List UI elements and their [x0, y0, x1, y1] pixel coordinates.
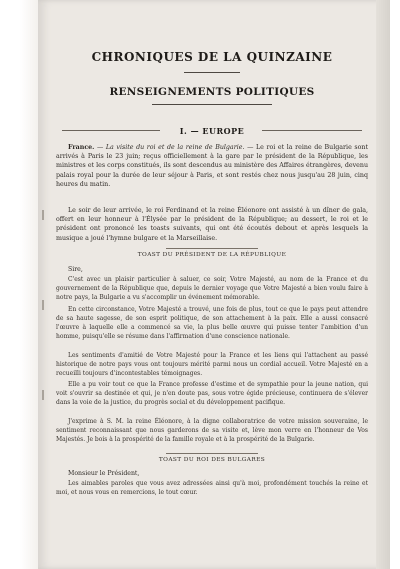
article-paragraph-2: Le soir de leur arrivée, le roi Ferdinand et la reine Éléonore ont assisté à un dîner de gala, offert en leur honneur à l'Élysée par le président de la République; au dessert, le roi et le président ont prononcé les toasts suivants, qui ont été écoutés debout et après lesquels la musique a joué l'hymne bulgare et la Marseillaise. [56, 207, 368, 242]
toast-rule [166, 453, 258, 454]
toast-president-paragraph: Les sentiments d'amitié de Votre Majesté pour la France et les liens qui l'attachent au passé historique de notre pays vous ont toujours mérité parmi nous un cordial accueil. Votre Majesté en a recueilli toujours d'incontestables témoignages. [56, 352, 368, 377]
article-topic: La visite du roi et de la reine de Bulgarie. [105, 144, 245, 151]
toast-rule [166, 248, 258, 249]
article-paragraph-1: France. — La visite du roi et de la reine de Bulgarie. — Le roi et la reine de Bulgarie sont arrivés à Paris le 23 juin; reçus officiellement à la gare par le président de la République, les ministres et les corps constitués, ils sont descendus au ministère des Affaires étrangères, devenu palais royal pour la durée de leur séjour à Paris, et sont restés chez nous jusqu'au 28 juin, cinq heures du matin. [56, 144, 368, 188]
toast-king-paragraph: Les aimables paroles que vous avez adressées ainsi qu'à moi, profondément touchés la reine et moi, et nous vous en remercions, le tout cœur. [56, 480, 368, 496]
page-title: CHRONIQUES DE LA QUINZAINE [91, 50, 333, 64]
toast-president-paragraph: J'exprime à S. M. la reine Éléonore, à la digne collaboratrice de votre mission souveraine, le sentiment reconnaissant que nous garderons de sa visite et, lève mon verre en l'honneur de Vos Majestés. Je bois à la prospérité de la famille royale et à la prospérité de la Bulgarie. [56, 418, 368, 443]
binding-stitch [42, 210, 44, 220]
section-heading: I. — EUROPE [179, 126, 245, 136]
title-rule [184, 72, 240, 73]
section-rule-right [262, 130, 362, 131]
toast-president-salutation: Sire, [68, 266, 83, 273]
toast-king-salutation: Monsieur le Président, [68, 470, 140, 477]
toast-president-heading: TOAST DU PRÉSIDENT DE LA RÉPUBLIQUE [137, 252, 287, 258]
page-subtitle: RENSEIGNEMENTS POLITIQUES [109, 86, 315, 98]
page-edge [376, 0, 390, 569]
binding-stitch [42, 390, 44, 400]
toast-king-heading: TOAST DU ROI DES BULGARES [158, 457, 266, 463]
toast-president-paragraph: C'est avec un plaisir particulier à saluer, ce soir, Votre Majesté, au nom de la France et du gouvernement de la République que, depuis le dernier voyage que Votre Majesté a bien voulu faire à notre pays, la Bulgarie a vu s'accomplir un événement mémorable. [56, 276, 368, 301]
binding-stitch [42, 300, 44, 310]
page-gutter [20, 0, 40, 569]
country-lead: France. [68, 144, 95, 151]
subtitle-rule [152, 104, 272, 105]
toast-president-paragraph: Elle a pu voir tout ce que la France professe d'estime et de sympathie pour la jeune nation, qui voit s'ouvrir sa destinée et qui, je n'en doute pas, sous votre égide précieuse, continuera de s'élever dans la voie de la justice, du progrès social et du développement pacifique. [56, 381, 368, 406]
toast-president-paragraph: En cette circonstance, Votre Majesté a trouvé, une fois de plus, tout ce que le pays peut attendre de sa haute sagesse, de son esprit politique, de son attachement à la paix. Elle a aussi consacré l'œuvre à laquelle elle a commencé sa vie, la plus belle œuvre qui puisse tenter l'ambition d'un homme, puisqu'elle se résume dans l'affirmation d'une conscience nationale. [56, 306, 368, 340]
article-paragraph-1-text: — Le roi et la reine de Bulgarie sont arrivés à Paris le 23 juin; reçus officiellement à la gare par le président de la République, les ministres et les corps constitués, ils sont descendus au ministère des Affaires étrangères, devenu palais royal pour la durée de leur séjour à Paris, et sont restés chez nous jusqu'au 28 juin, cinq heures du matin. [56, 144, 368, 188]
